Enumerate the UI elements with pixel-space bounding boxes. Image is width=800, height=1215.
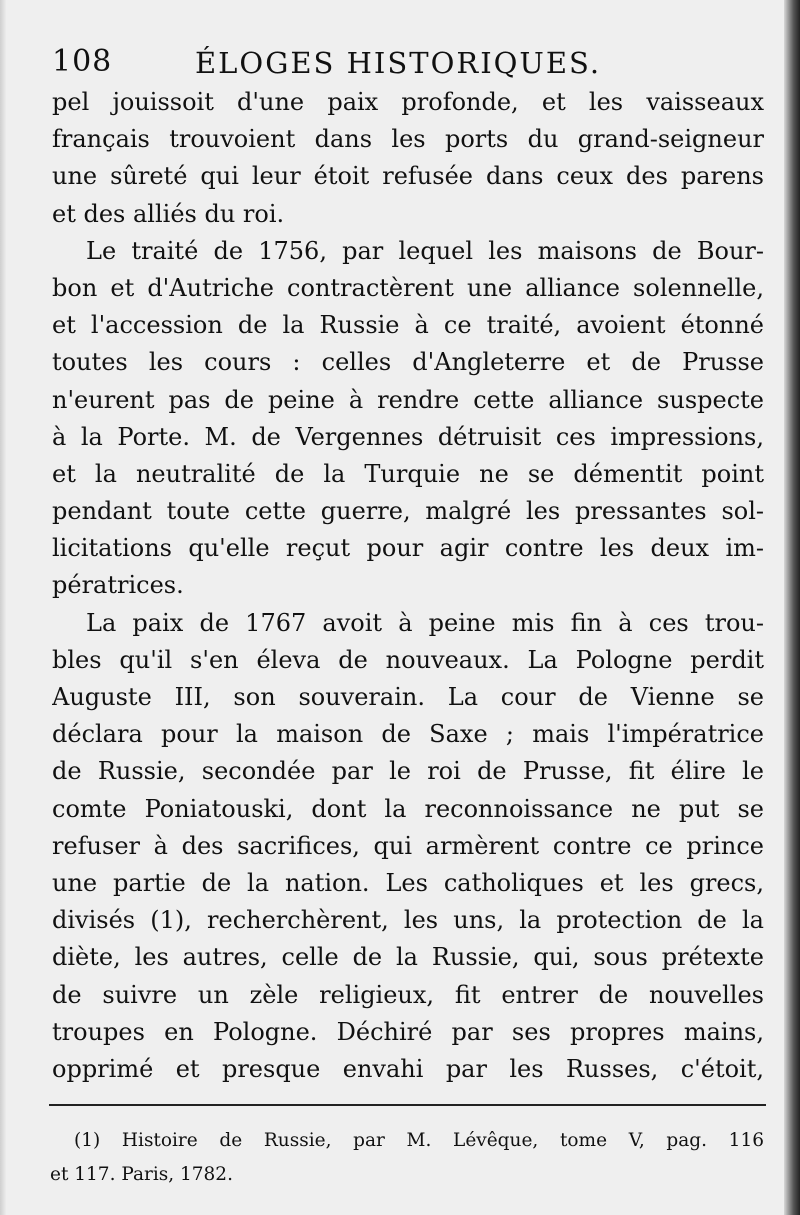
text-line: pel jouissoit d'une paix profonde, et les vaisseaux <box>52 88 764 116</box>
text-line: divisés (1), recherchèrent, les uns, la protection de la <box>52 906 764 935</box>
text-line: bon et d'Autriche contractèrent une alliance solennelle, <box>52 273 764 302</box>
text-line: troupes en Pologne. Déchiré par ses propres mains, <box>52 1017 764 1046</box>
page-header <box>52 42 752 82</box>
text-line: refuser à des sacrifices, qui armèrent contre ce prince <box>52 831 764 860</box>
text-line: déclara pour la maison de Saxe ; mais l'impératrice <box>52 720 764 749</box>
running-title: ÉLOGES HISTORIQUES. <box>195 46 602 80</box>
footnote-rule <box>49 1104 766 1106</box>
text-line: de suivre un zèle religieux, fit entrer de nouvelles <box>52 980 764 1009</box>
text-line: opprimé et presque envahi par les Russes, c'étoit, <box>52 1054 764 1083</box>
text-line: toutes les cours : celles d'Angleterre et de Prusse <box>52 348 764 377</box>
footnote-line: et 117. Paris, 1782. <box>50 1164 233 1185</box>
text-line: comte Poniatouski, dont la reconnoissance ne put se <box>52 794 764 823</box>
text-line: et la neutralité de la Turquie ne se démentit point <box>52 459 764 488</box>
text-line: bles qu'il s'en éleva de nouveaux. La Pologne perdit <box>52 645 764 674</box>
text-line: diète, les autres, celle de la Russie, qui, sous prétexte <box>52 943 764 972</box>
text-line: une partie de la nation. Les catholiques et les grecs, <box>52 868 764 897</box>
footnote-line: (1) Histoire de Russie, par M. Lévêque, tome V, pag. 116 <box>74 1130 764 1151</box>
page-gutter-shadow <box>0 0 6 1215</box>
text-line: Le traité de 1756, par lequel les maisons de Bour- <box>86 236 764 265</box>
text-line: pératrices. <box>52 571 184 600</box>
text-line: pendant toute cette guerre, malgré les pressantes sol- <box>52 497 764 526</box>
text-line: et l'accession de la Russie à ce traité, avoient étonné <box>52 311 764 340</box>
text-line: une sûreté qui leur étoit refusée dans ceux des parens <box>52 162 764 191</box>
text-line: et des alliés du roi. <box>52 199 285 228</box>
page-number: 108 <box>52 44 113 79</box>
text-line: à la Porte. M. de Vergennes détruisit ces impressions, <box>52 422 764 451</box>
text-line: Auguste III, son souverain. La cour de Vienne se <box>52 683 764 711</box>
main-text <box>52 84 764 1088</box>
footnote <box>50 1124 764 1192</box>
text-line: n'eurent pas de peine à rendre cette alliance suspecte <box>52 385 764 414</box>
text-line: français trouvoient dans les ports du grand-seigneur <box>52 125 764 154</box>
text-line: La paix de 1767 avoit à peine mis fin à ces trou- <box>86 608 764 637</box>
text-line: de Russie, secondée par le roi de Prusse, fit élire le <box>52 757 764 786</box>
page-edge-shadow <box>784 0 800 1215</box>
text-line: licitations qu'elle reçut pour agir contre les deux im- <box>52 534 764 563</box>
